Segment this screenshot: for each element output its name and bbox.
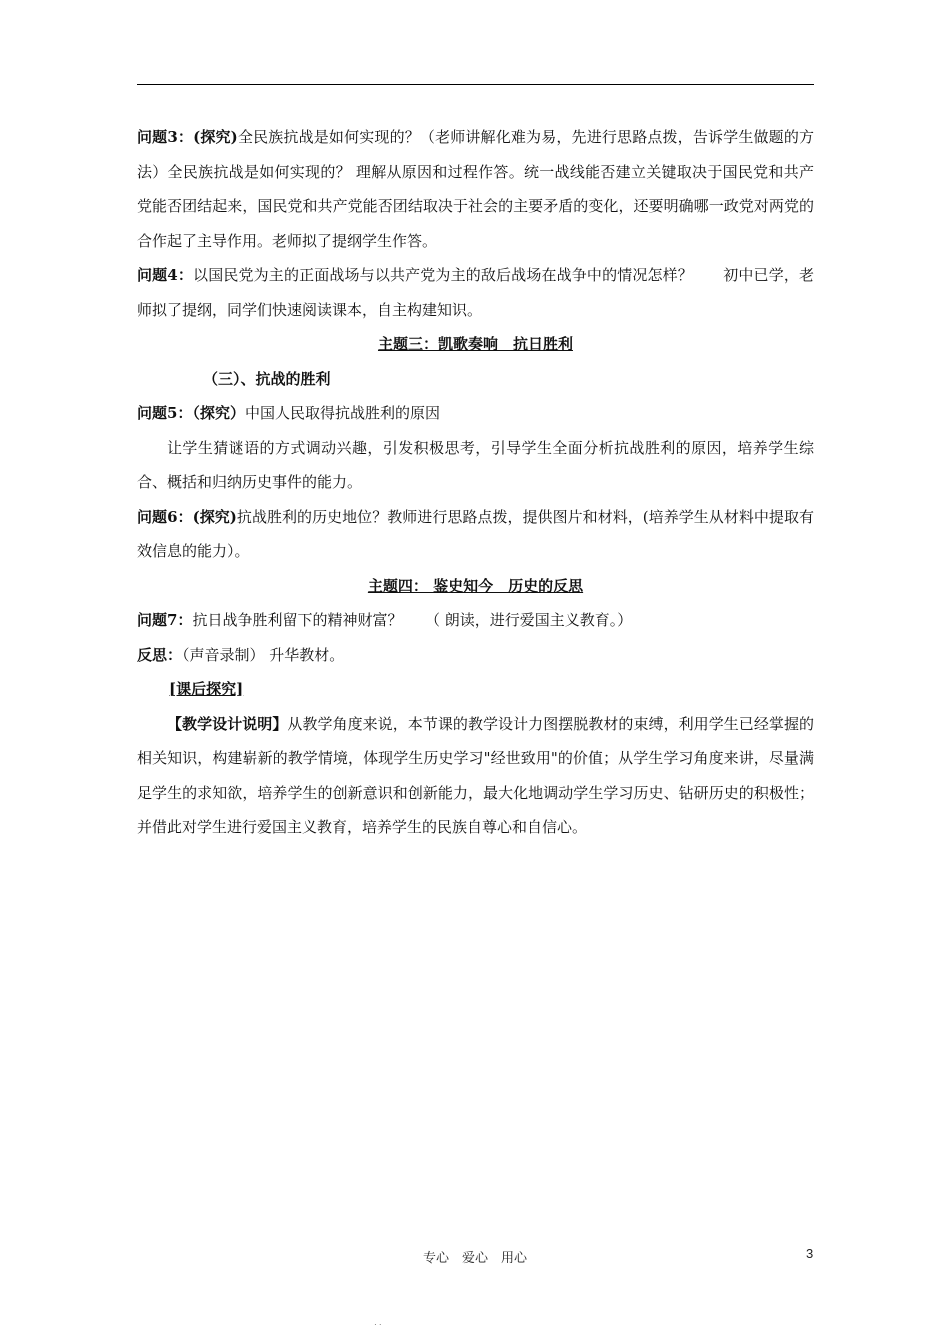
- question-3-label: 问题3：(探究): [137, 128, 238, 146]
- question-5-label: 问题5：（探究）: [137, 404, 245, 422]
- reflection-label: 反思：: [137, 645, 183, 664]
- question-7-label: 问题7：: [137, 611, 193, 629]
- footer-dots: · ·: [374, 1320, 382, 1329]
- question-5-text: 中国人民取得抗战胜利的原因: [244, 404, 440, 422]
- page-number: 3: [806, 1246, 814, 1261]
- question-5-detail: 让学生猜谜语的方式调动兴趣，引发积极思考，引导学生全面分析抗战胜利的原因，培养学生综合、概括和归纳历史事件的能力。: [137, 438, 814, 491]
- question-6-text: 抗战胜利的历史地位？教师进行思路点拨，提供图片和材料，(培养学生从材料中提取有效信息的能力）。: [137, 507, 815, 560]
- question-4-text: 以国民党为主的正面战场与以共产党为主的敌后战场在战争中的情况怎样？ 初中已学，老师拟了提纲，同学们快速阅读课本，自主构建知识。: [137, 266, 815, 319]
- question-3: [137, 120, 814, 258]
- design-note-label: 【教学设计说明】: [167, 714, 288, 733]
- theme-3-heading: 主题三：凯歌奏响 抗日胜利: [377, 335, 573, 353]
- question-4-label: 问题4：: [137, 266, 194, 284]
- question-7: [137, 603, 814, 638]
- section-3-heading: （三）、抗战的胜利: [203, 369, 331, 388]
- document-body: [137, 120, 814, 845]
- question-6: [137, 500, 814, 569]
- question-3-text: 全民族抗战是如何实现的？（老师讲解化难为易，先进行思路点拨，告诉学生做题的方法）全民族抗战是如何实现的？ 理解从原因和过程作答。统一战线能否建立关键取决于国民党和共产党能否团结起来，国民党和共产党能否团结取决于社会的主要矛盾的变化，还要明确哪一政党对两党的合作起了主导作用。老师拟了提纲学生作答。: [137, 128, 814, 250]
- reflection: [137, 638, 814, 673]
- question-7-text: 抗日战争胜利留下的精神财富？ （ 朗读，进行爱国主义教育。）: [192, 611, 633, 629]
- question-4: [137, 258, 814, 327]
- question-5: [137, 396, 814, 431]
- header-rule: [137, 84, 814, 85]
- design-note-text: 从教学角度来说，本节课的教学设计力图摆脱教材的束缚，利用学生已经掌握的相关知识，构建崭新的教学情境，体现学生历史学习"经世致用"的价值；从学生学习角度来讲，尽量满足学生的求知欲，培养学生的创新意识和创新能力，最大化地调动学生学习历史、钻研历史的积极性；并借此对学生进行爱国主义教育，培养学生的民族自尊心和自信心。: [137, 714, 814, 836]
- after-class-heading: [课后探究]: [169, 680, 244, 698]
- question-6-label: 问题6：(探究): [137, 507, 237, 526]
- footer-motto: 专心 爱心 用心: [422, 1251, 527, 1266]
- design-note: [137, 707, 814, 845]
- reflection-text: （声音录制） 升华教材。: [182, 645, 345, 664]
- theme-4-heading: 主题四： 鉴史知今 历史的反思: [367, 576, 584, 595]
